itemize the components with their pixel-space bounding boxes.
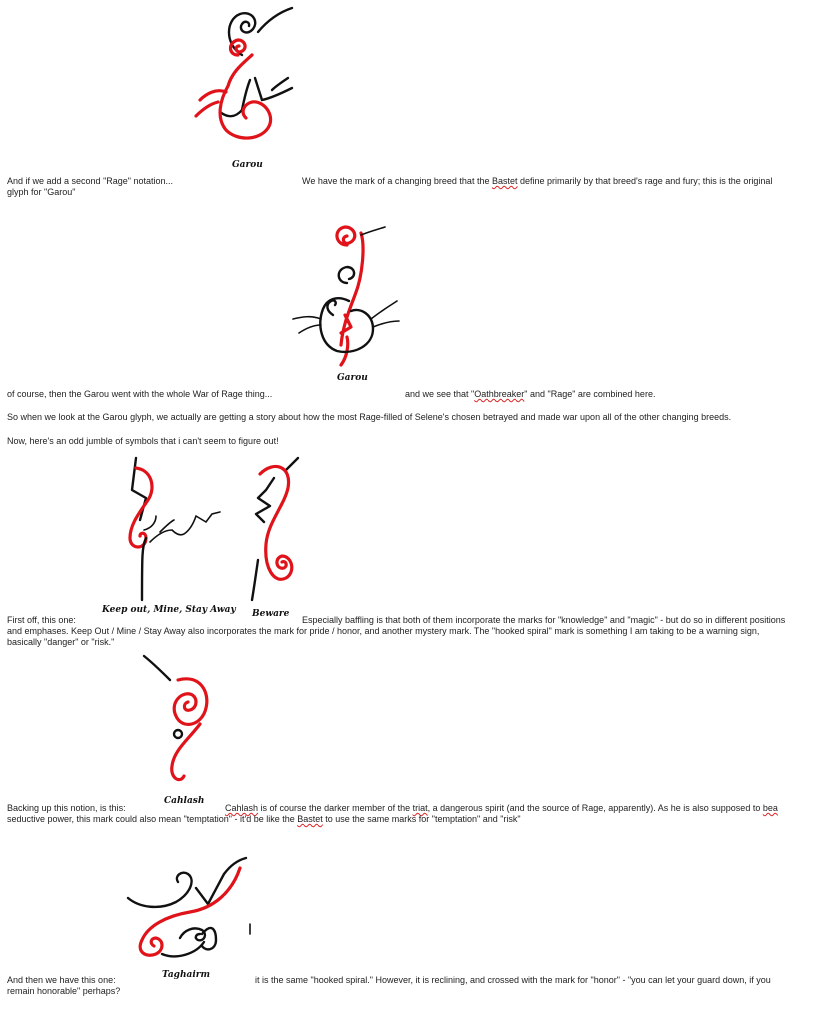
- paragraph-honorable: [7, 986, 120, 997]
- garou-glyph-drawing: [180, 0, 310, 170]
- text-garou-story: So when we look at the Garou glyph, we actually are getting a story about how the most Rage-filled of Selene's chosen betrayed and made war upon all of the other changing breeds.: [7, 412, 732, 422]
- paragraph-emphases: [7, 626, 759, 637]
- beware-glyph-drawing: [230, 450, 320, 622]
- text-cahlash-name: Cahlash: [225, 803, 259, 813]
- text-dangerous-spirit: , a dangerous spirit (and the source of Rage, apparently). As he is also supposed to: [427, 803, 763, 813]
- text-seductive-c: to use the same marks for "temptation" and "risk": [322, 814, 521, 824]
- text-seductive-a: seductive power, this mark could also mean "temptation" - it'd be like the: [7, 814, 298, 824]
- text-changing-breed-c: define primarily by that breed's rage and fury; this is the original: [517, 176, 773, 186]
- glyph-beware: [230, 450, 320, 622]
- paragraph-and-then: [7, 975, 116, 986]
- taghairm-glyph-drawing: [120, 850, 270, 980]
- glyph-keep-out: [100, 450, 240, 622]
- paragraph-backing-up: [7, 803, 126, 814]
- text-backing-up: Backing up this notion, is this:: [7, 803, 126, 813]
- text-remain-honorable: remain honorable" perhaps?: [7, 986, 121, 996]
- paragraph-garou-story: [7, 412, 731, 423]
- cahlash-glyph-drawing: [140, 650, 230, 810]
- glyph-taghairm: [120, 850, 270, 980]
- text-bastet-1: Bastet: [491, 176, 518, 186]
- paragraph-oathbreaker: [405, 389, 655, 400]
- keep-out-caption: Keep out, Mine, Stay Away: [102, 605, 236, 615]
- text-triat: triat: [412, 803, 428, 813]
- beware-caption: Beware: [252, 609, 290, 619]
- text-second-rage: And if we add a second "Rage" notation...: [7, 176, 173, 186]
- text-emphases: and emphases. Keep Out / Mine / Stay Away also incorporates the mark for pride / honor, and another mystery mark. The "hooked spiral" mark is something I am taking to be a warning sign,: [7, 626, 760, 636]
- text-changing-breed-a: We have the mark of a changing breed that the: [302, 176, 492, 186]
- text-bea: bea: [762, 803, 778, 813]
- paragraph-seductive: [7, 814, 521, 825]
- text-bastet-2: Bastet: [297, 814, 323, 824]
- text-oath-c: " and "Rage" are combined here.: [524, 389, 656, 399]
- glyph-garou-war: [285, 215, 415, 390]
- paragraph-hooked-spiral: [255, 975, 771, 986]
- garou-war-glyph-drawing: [285, 215, 415, 390]
- glyph-cahlash: [140, 650, 230, 810]
- garou-caption-1: Garou: [232, 160, 263, 170]
- paragraph-cahlash-desc: [225, 803, 778, 814]
- text-odd-jumble: Now, here's an odd jumble of symbols that i can't seem to figure out!: [7, 436, 279, 446]
- paragraph-danger: [7, 637, 114, 648]
- glyph-garou-original: [180, 0, 310, 170]
- text-and-then: And then we have this one:: [7, 975, 116, 985]
- text-first-off: First off, this one:: [7, 615, 76, 625]
- text-oathbreaker: Oathbreaker: [474, 389, 525, 399]
- text-war-of-rage: of course, then the Garou went with the whole War of Rage thing...: [7, 389, 273, 399]
- paragraph-changing-breed: [302, 176, 772, 187]
- text-hooked-spiral: it is the same "hooked spiral." However, it is reclining, and crossed with the mark for "honor" - "you can let your guard down, if you: [255, 975, 771, 985]
- cahlash-caption: Cahlash: [164, 796, 205, 806]
- text-baffling: Especially baffling is that both of them incorporate the marks for "knowledge" and "magic" - but do so in different positions: [302, 615, 786, 625]
- paragraph-garou-line2: [7, 187, 75, 198]
- paragraph-war-of-rage: [7, 389, 272, 400]
- text-oath-a: and we see that ": [405, 389, 475, 399]
- paragraph-first-off: [7, 615, 76, 626]
- text-darker-member: is of course the darker member of the: [258, 803, 413, 813]
- text-glyph-for-garou: glyph for "Garou": [7, 187, 76, 197]
- text-danger-risk: basically "danger" or "risk.": [7, 637, 115, 647]
- taghairm-caption: Taghairm: [162, 970, 211, 980]
- paragraph-baffling: [302, 615, 785, 626]
- paragraph-rage-notation: [7, 176, 173, 187]
- paragraph-odd-jumble: [7, 436, 279, 447]
- keep-out-glyph-drawing: [100, 450, 240, 622]
- garou-caption-2: Garou: [337, 373, 368, 383]
